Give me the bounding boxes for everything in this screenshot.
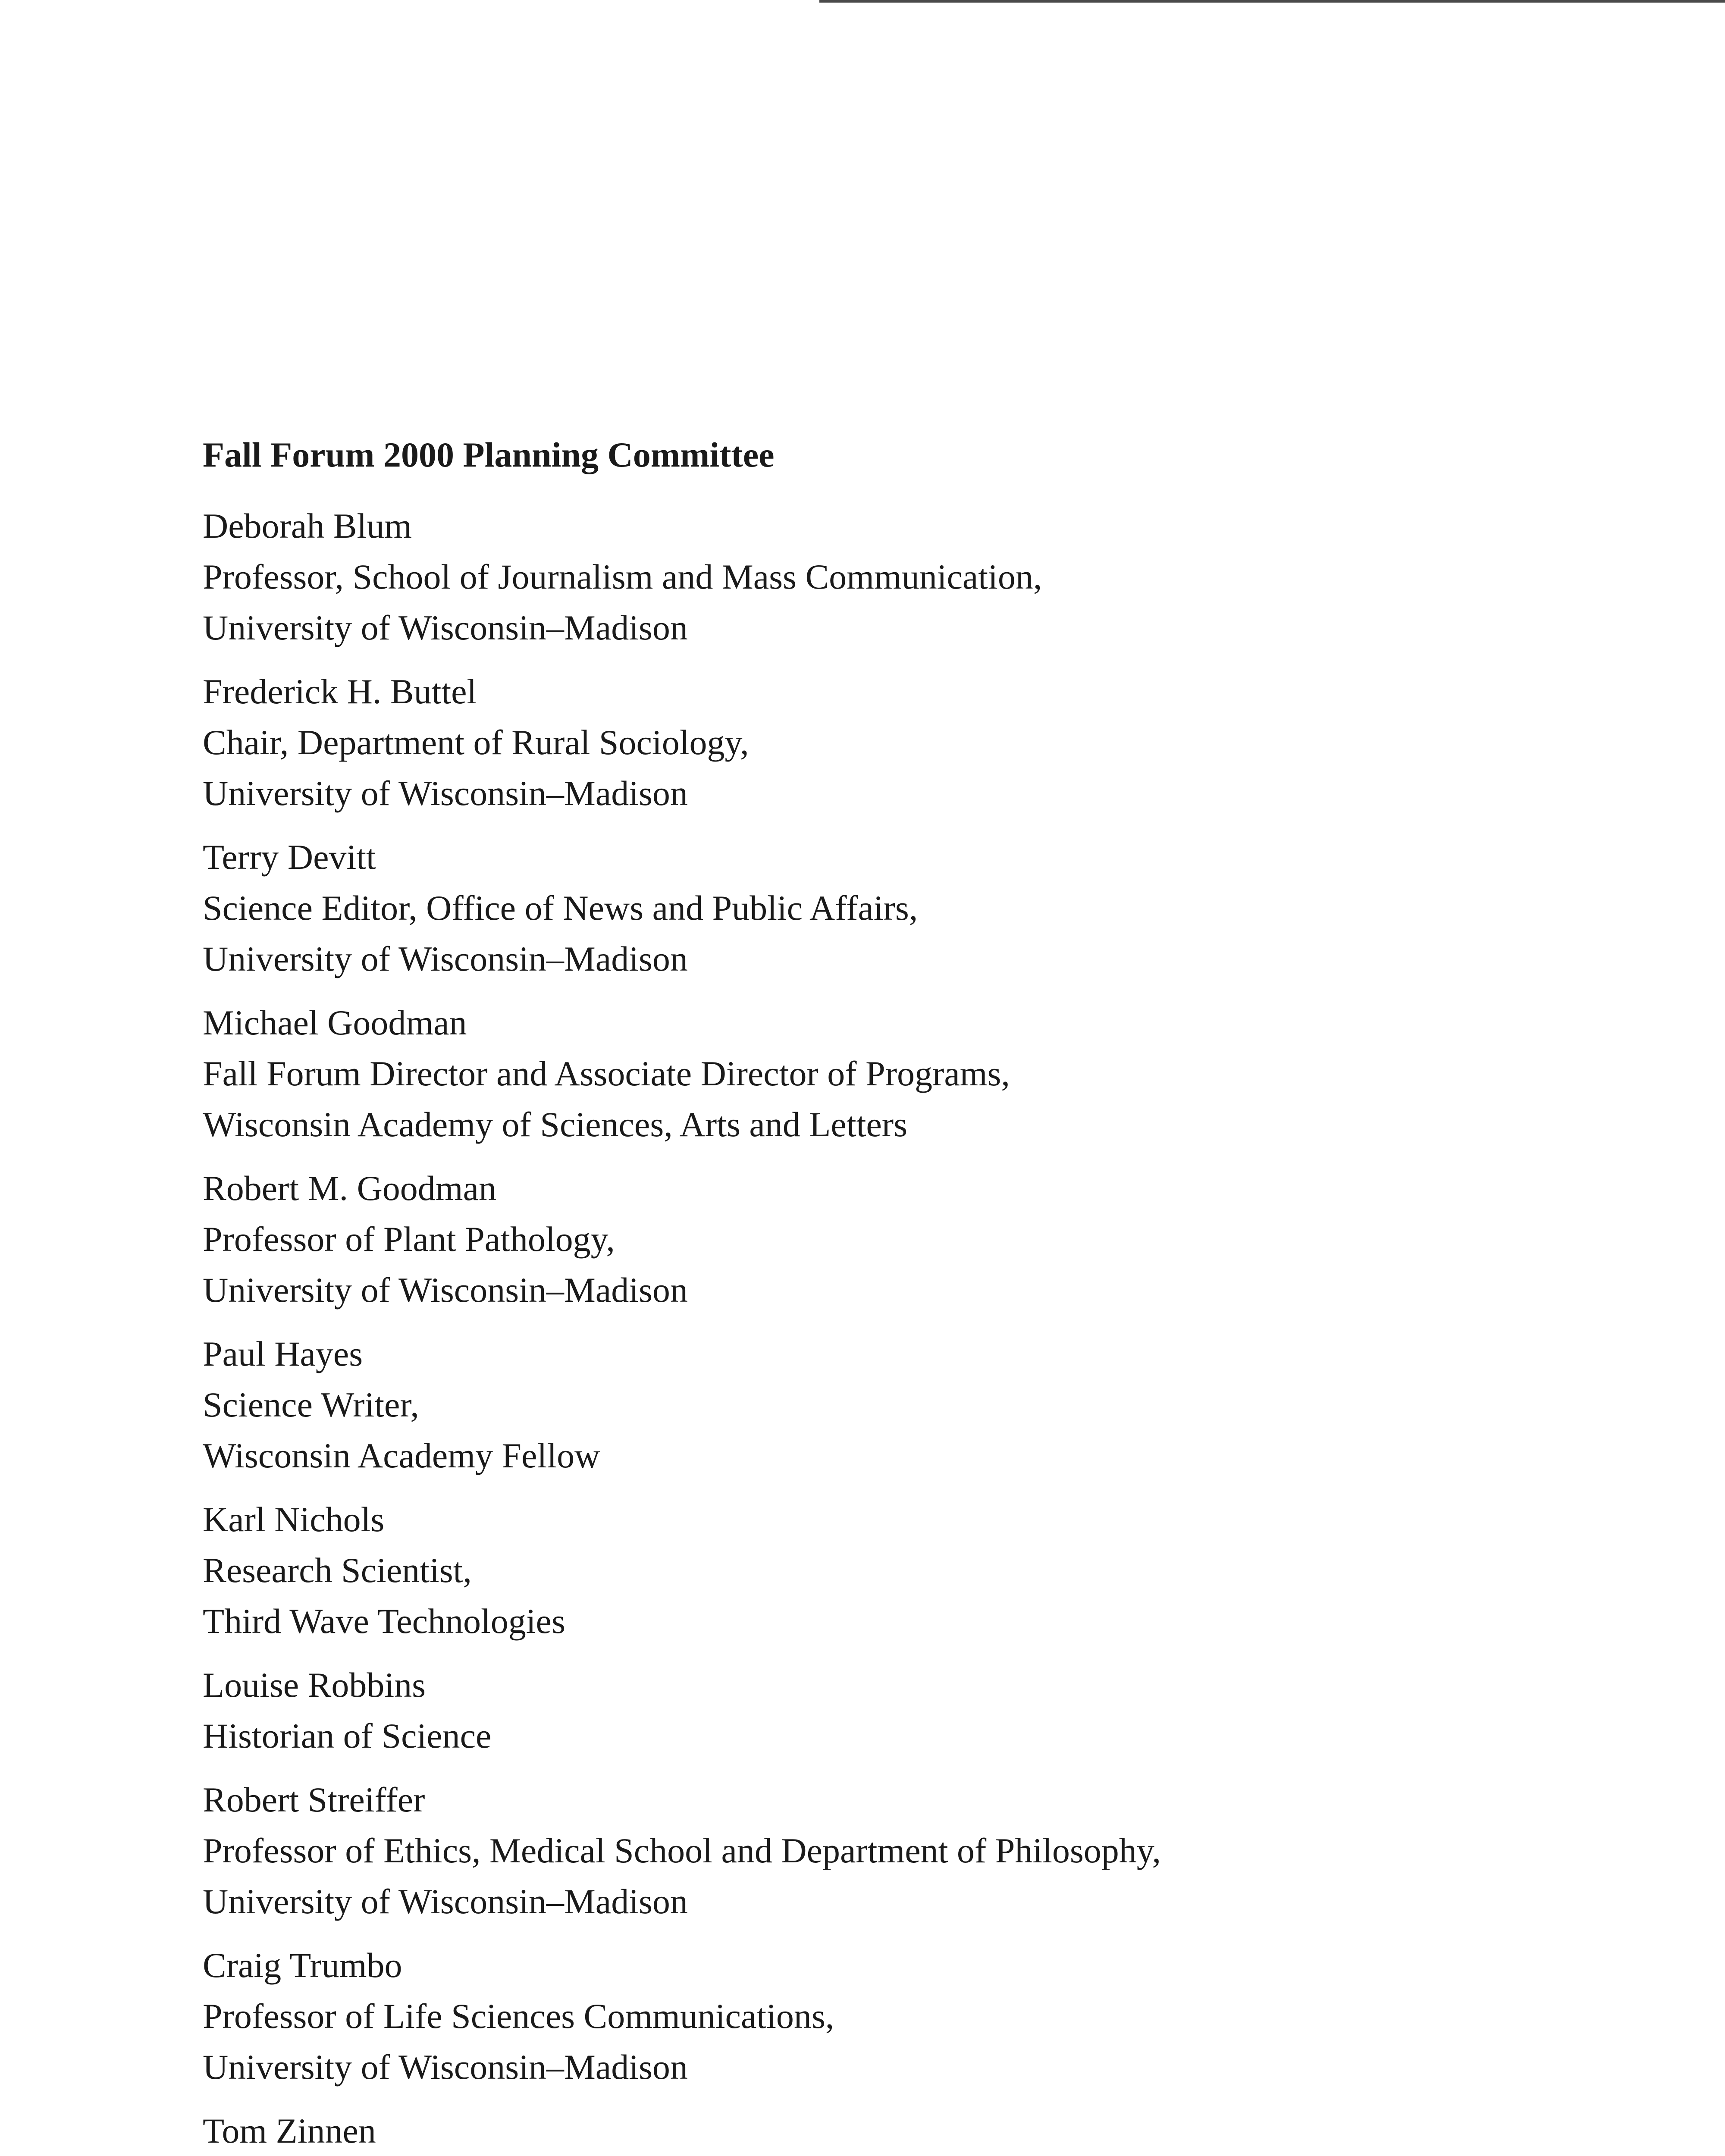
member-name: Louise Robbins: [203, 1665, 426, 1705]
member-terry-devitt: [203, 832, 1540, 984]
member-craig-trumbo: [203, 1940, 1540, 2093]
member-paul-hayes: [203, 1329, 1540, 1481]
member-name: Michael Goodman: [203, 1003, 467, 1042]
page-title: Fall Forum 2000 Planning Committee: [203, 435, 775, 474]
member-name: Robert Streiffer: [203, 1780, 425, 1819]
member-robert-streiffer: [203, 1774, 1540, 1927]
member-affiliation: Science Editor, Office of News and Public Affairs,: [203, 888, 918, 928]
member-affiliation: Science Writer,: [203, 1385, 419, 1424]
member-louise-robbins: [203, 1660, 1540, 1761]
member-affiliation: University of Wisconsin–Madison: [203, 2047, 688, 2087]
top-rule: [819, 0, 1725, 3]
member-affiliation: Professor of Life Sciences Communications,: [203, 1996, 834, 2036]
member-affiliation: University of Wisconsin–Madison: [203, 774, 688, 813]
member-affiliation: Historian of Science: [203, 1716, 492, 1755]
member-affiliation: Professor of Plant Pathology,: [203, 1219, 615, 1259]
member-affiliation: Professor, School of Journalism and Mass Communication,: [203, 557, 1042, 596]
member-affiliation: Third Wave Technologies: [203, 1601, 565, 1641]
member-name: Karl Nichols: [203, 1500, 385, 1539]
member-michael-goodman: [203, 997, 1540, 1150]
member-name: Paul Hayes: [203, 1334, 363, 1373]
member-name: Tom Zinnen: [203, 2111, 376, 2150]
member-robert-goodman: [203, 1163, 1540, 1316]
member-karl-nichols: [203, 1494, 1540, 1647]
member-affiliation: Fall Forum Director and Associate Director of Programs,: [203, 1054, 1010, 1093]
member-affiliation: Wisconsin Academy of Sciences, Arts and Letters: [203, 1105, 907, 1144]
member-tom-zinnen: [203, 2106, 1540, 2156]
member-name: Craig Trumbo: [203, 1946, 402, 1985]
member-name: Robert M. Goodman: [203, 1169, 496, 1208]
member-affiliation: Research Scientist,: [203, 1551, 472, 1590]
member-name: Frederick H. Buttel: [203, 672, 477, 711]
member-frederick-buttel: [203, 666, 1540, 819]
member-affiliation: University of Wisconsin–Madison: [203, 608, 688, 647]
member-name: Deborah Blum: [203, 506, 412, 545]
member-affiliation: Wisconsin Academy Fellow: [203, 1436, 600, 1475]
member-affiliation: University of Wisconsin–Madison: [203, 939, 688, 978]
member-affiliation: Chair, Department of Rural Sociology,: [203, 723, 749, 762]
member-affiliation: University of Wisconsin–Madison: [203, 1270, 688, 1310]
committee-list: [203, 433, 1540, 2156]
member-affiliation: University of Wisconsin–Madison: [203, 1882, 688, 1921]
member-name: Terry Devitt: [203, 837, 376, 877]
member-deborah-blum: [203, 501, 1540, 653]
member-affiliation: Professor of Ethics, Medical School and Department of Philosophy,: [203, 1831, 1161, 1870]
